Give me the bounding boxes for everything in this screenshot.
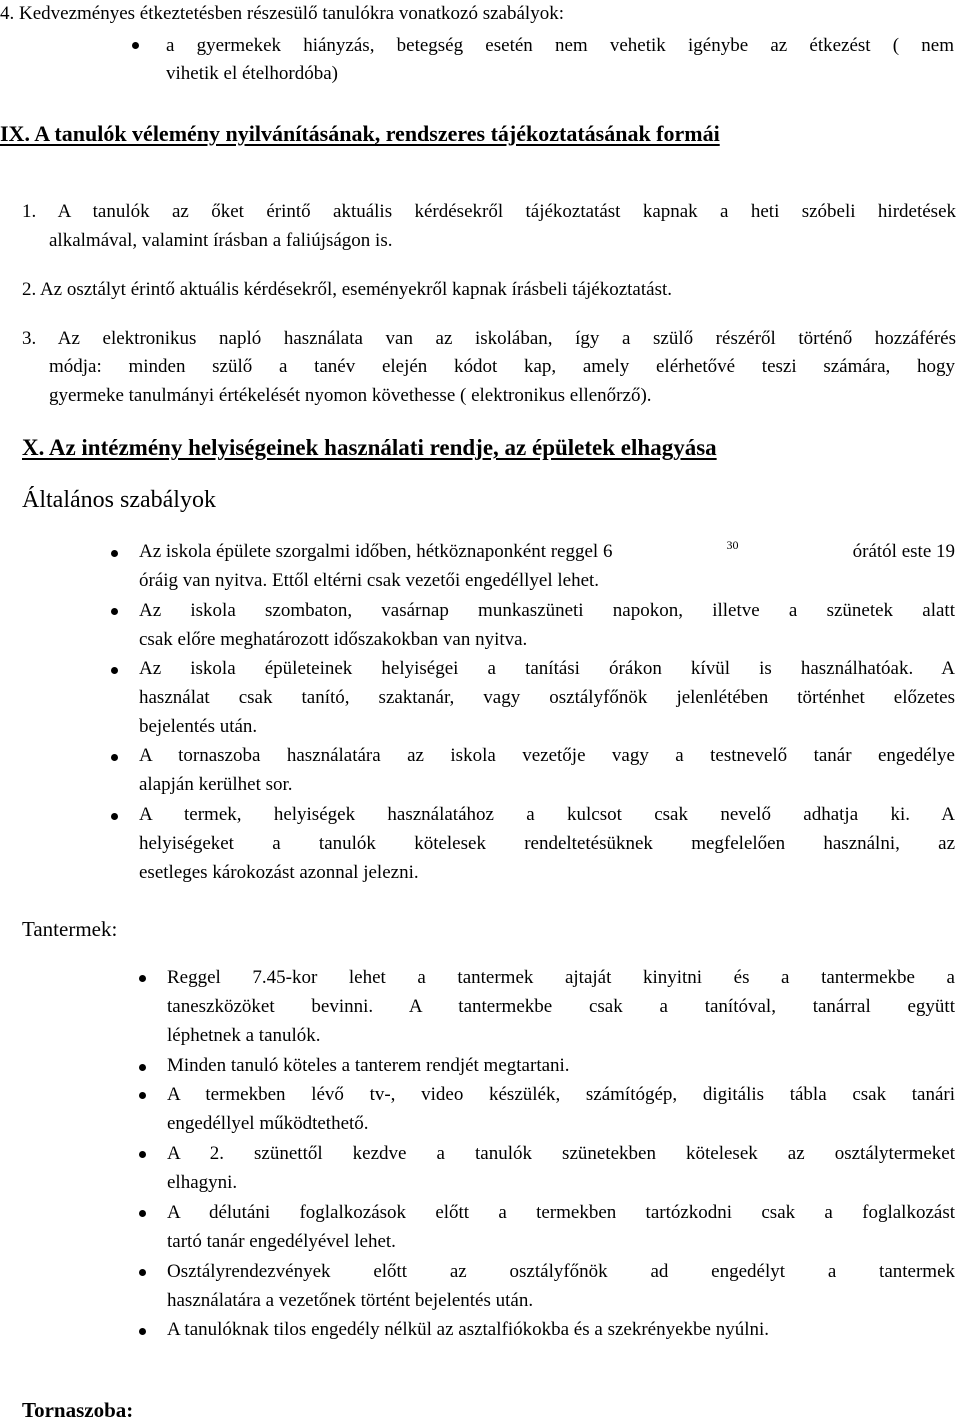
section-x-heading: X. Az intézmény helyiségeinek használati rendje, az épületek elhagyása <box>22 435 717 460</box>
general-rule-3-line-1: Az iskola épületeinek helyiségei a tanítási órákon kívül is használhatóak. A <box>139 658 955 679</box>
general-rule-3-line-2: használat csak tanító, szaktanár, vagy osztályfőnök jelenlétében történhet előzetes <box>139 687 955 708</box>
classroom-rule-7: A tanulóknak tilos engedély nélkül az asztalfiókokba és a szekrényekbe nyúlni. <box>167 1319 770 1340</box>
classroom-rule-2: Minden tanuló köteles a tanterem rendjét megtartani. <box>167 1055 570 1076</box>
bullet-icon <box>111 754 118 761</box>
general-rule-1-line-2: óráig van nyitva. Ettől eltérni csak vezetői engedéllyel lehet. <box>139 570 600 591</box>
general-rule-1-time <box>726 538 739 561</box>
section-4-bullet-line-1: a gyermekek hiányzás, betegség esetén nem vehetik igénybe az étkezést ( nem <box>166 35 954 56</box>
section-4-title: 4. Kedvezményes étkeztetésben részesülő tanulókra vonatkozó szabályok: <box>0 3 564 24</box>
ix-item-3-line-1: 3. Az elektronikus napló használata van az iskolában, így a szülő részéről történő hozzáférés <box>22 328 956 349</box>
general-rule-5-line-2: helyiségeket a tanulók kötelesek rendeltetésüknek megfelelően használni, az <box>139 833 955 854</box>
classroom-rule-1-line-3: léphetnek a tanulók. <box>167 1025 321 1046</box>
classroom-rule-4-line-1: A 2. szünettől kezdve a tanulók szünetekben kötelesek az osztálytermeket <box>167 1143 955 1164</box>
bullet-icon <box>111 550 118 557</box>
ix-item-2: 2. Az osztályt érintő aktuális kérdésekről, eseményekről kapnak írásbeli tájékoztatást. <box>22 279 672 300</box>
general-rule-2-line-1: Az iskola szombaton, vasárnap munkaszüneti napokon, illetve a szünetek alatt <box>139 600 955 621</box>
bullet-icon <box>139 1151 146 1158</box>
general-rule-3-line-3: bejelentés után. <box>139 716 258 737</box>
classroom-rule-6-line-1: Osztályrendezvények előtt az osztályfőnök ad engedélyt a tantermek <box>167 1261 955 1282</box>
classrooms-title: Tantermek: <box>22 917 118 941</box>
classroom-rule-1-line-2: taneszközöket bevinni. A tantermekbe csak a tanítóval, tanárral együtt <box>167 996 955 1017</box>
general-rules-title: Általános szabályok <box>22 487 216 513</box>
general-rule-1-line-1 <box>139 538 955 562</box>
bullet-icon <box>111 608 118 615</box>
bullet-icon <box>111 667 118 674</box>
bullet-icon <box>139 1269 146 1276</box>
general-rule-5-line-1: A termek, helyiségek használatához a kulcsot csak nevelő adhatja ki. A <box>139 804 955 825</box>
ix-item-1-line-1: 1. A tanulók az őket érintő aktuális kérdésekről tájékoztatást kapnak a heti szóbeli hirdetések <box>22 201 956 222</box>
classroom-rule-5-line-2: tartó tanár engedélyével lehet. <box>167 1231 396 1252</box>
general-rule-4-line-1: A tornaszoba használatára az iskola vezetője vagy a testnevelő tanár engedélye <box>139 745 955 766</box>
ix-item-3-line-3: gyermeke tanulmányi értékelését nyomon követhesse ( elektronikus ellenőrző). <box>49 385 652 406</box>
bullet-icon <box>139 1092 146 1099</box>
classroom-rule-3-line-1: A termekben lévő tv-, video készülék, számítógép, digitális tábla csak tanári <box>167 1084 955 1105</box>
ix-item-3-line-2: módja: minden szülő a tanév elején kódot kap, amely elérhetővé teszi számára, hogy <box>49 356 955 377</box>
general-rule-2-line-2: csak előre meghatározott időszakokban van nyitva. <box>139 629 528 650</box>
bullet-icon <box>111 813 118 820</box>
section-ix-heading: IX. A tanulók vélemény nyilvánításának, rendszeres tájékoztatásának formái <box>0 121 720 146</box>
classroom-rule-6-line-2: használatára a vezetőnek történt bejelentés után. <box>167 1290 534 1311</box>
bullet-icon <box>132 42 139 49</box>
superscript-minutes: 30 <box>726 538 739 552</box>
classroom-rule-5-line-1: A délutáni foglalkozások előtt a termekben tartózkodni csak a foglalkozást <box>167 1202 955 1223</box>
section-4-bullet-line-2: vihetik el ételhordóba) <box>166 63 338 84</box>
bullet-icon <box>139 1210 146 1217</box>
general-rule-4-line-2: alapján kerülhet sor. <box>139 774 293 795</box>
classroom-rule-1-line-1: Reggel 7.45-kor lehet a tantermek ajtaját kinyitni és a tantermekbe a <box>167 967 955 988</box>
bullet-icon <box>139 975 146 982</box>
general-rule-5-line-3: esetleges károkozást azonnal jelezni. <box>139 862 419 883</box>
general-rule-1-text-b: órától este 19 <box>852 541 955 562</box>
ix-item-1-line-2: alkalmával, valamint írásban a faliújságon is. <box>49 230 393 251</box>
gym-title: Tornaszoba: <box>22 1398 134 1422</box>
bullet-icon <box>139 1328 146 1335</box>
classroom-rule-3-line-2: engedéllyel működtethető. <box>167 1113 369 1134</box>
classroom-rule-4-line-2: elhagyni. <box>167 1172 238 1193</box>
bullet-icon <box>139 1064 146 1071</box>
general-rule-1-text-a: Az iskola épülete szorgalmi időben, hétköznaponként reggel 6 <box>139 541 613 562</box>
